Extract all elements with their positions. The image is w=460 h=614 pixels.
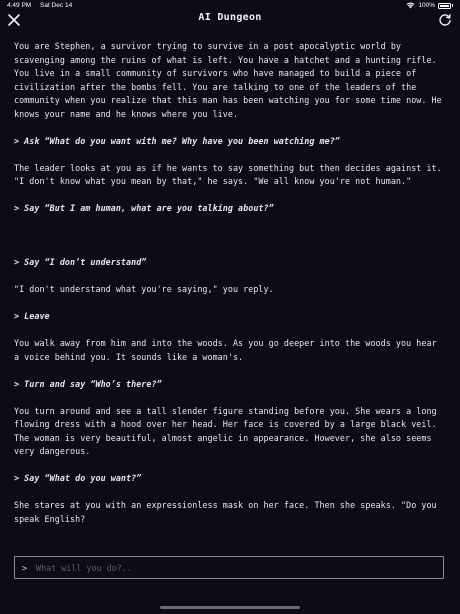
app-title: AI Dungeon (198, 12, 262, 23)
story-narration: "I don't understand what you're saying," you reply. (14, 284, 274, 294)
story-action: > Say “What do you want?” (14, 473, 142, 483)
story-action: > Turn and say “Who’s there?” (14, 378, 162, 389)
status-left (7, 2, 79, 9)
story-narration: She stares at you with an expressionless mask on her face. Then she speaks. "Do you speak English? (14, 500, 437, 524)
story-narration: You walk away from him and into the woods. As you go deeper into the woods you hear a voice behind you. It sounds like a woman's. (14, 338, 437, 362)
story-spacer (14, 229, 446, 256)
prompt-caret: > (22, 562, 28, 573)
action-input-box[interactable] (14, 556, 444, 579)
story-narration: You are Stephen, a survivor trying to survive in a post apocalyptic world by scavenging among the ruins of what is left. You have a hatchet and a hunting rifle. You live in a small community of survivors who have managed to build a piece of civilization after the bombs fell. You are talking to one of the leaders of the community when you realize that this man has been watching you for some time now. He knows your name and he knows where you live. (14, 41, 442, 119)
story-log (14, 40, 446, 540)
status-time: 4:49 PM (7, 2, 32, 9)
refresh-button[interactable] (438, 12, 452, 26)
story-narration: You turn around and see a tall slender figure standing before you. She wears a long flowing dress with a hood over her head. Her face is covered by a large black veil. The woman is very beautiful, almost angelic in appearance. However, she also seems very dangerous. (14, 405, 437, 456)
story-action: > Say “But I am human, what are you talking about?” (14, 203, 274, 213)
wifi-icon (406, 2, 415, 9)
story-action: > Ask “What do you want with me? Why have you been watching me?” (14, 135, 340, 146)
battery-nub (452, 4, 453, 7)
action-input[interactable] (34, 562, 443, 574)
story-narration: The leader looks at you as if he wants to say something but then decides against it. "I don't know what you mean by that," he says. "We all know you're not human." (14, 162, 442, 186)
battery-percent: 100% (418, 2, 435, 9)
status-right (406, 2, 453, 9)
story-action: > Leave (14, 311, 50, 321)
refresh-icon (438, 13, 452, 27)
home-indicator (160, 606, 300, 609)
story-action: > Say “I don’t understand” (14, 257, 147, 267)
nav-bar (0, 10, 460, 32)
status-date: Sat Dec 14 (40, 2, 73, 9)
battery-icon (438, 3, 451, 9)
